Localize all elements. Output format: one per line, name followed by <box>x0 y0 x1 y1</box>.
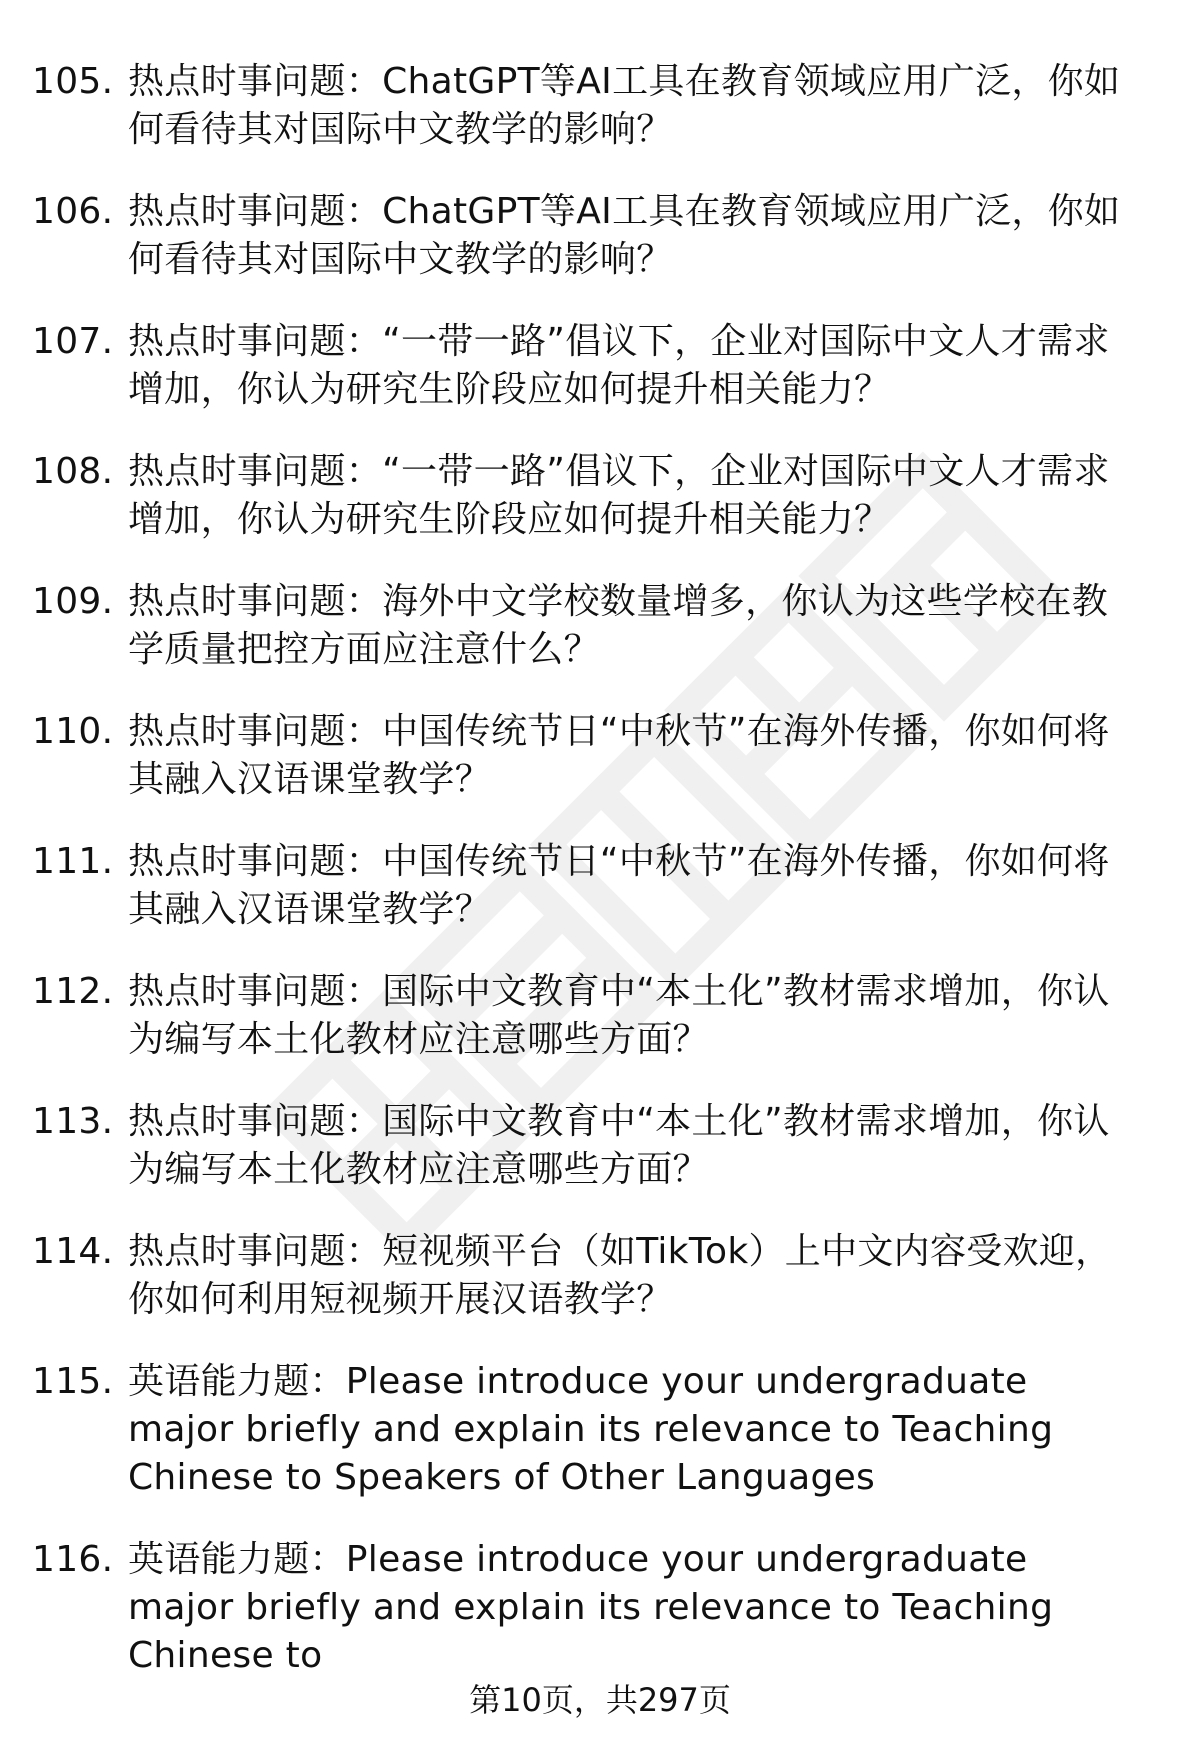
list-item <box>0 1536 1138 1680</box>
question-text: 热点时事问题：国际中文教育中“本土化”教材需求增加，你认为编写本土化教材应注意哪些方面？ <box>128 1101 1110 1190</box>
question-number: 107. <box>32 321 114 362</box>
list-item <box>0 318 1138 414</box>
list-item <box>0 188 1138 284</box>
question-number: 111. <box>32 841 114 882</box>
list-item <box>0 968 1138 1064</box>
question-number: 105. <box>32 61 114 102</box>
list-item <box>0 1358 1138 1502</box>
question-text: 热点时事问题：“一带一路”倡议下，企业对国际中文人才需求增加，你认为研究生阶段应如何提升相关能力？ <box>128 321 1110 410</box>
list-item <box>0 1098 1138 1194</box>
question-number: 113. <box>32 1101 114 1142</box>
question-number: 114. <box>32 1231 114 1272</box>
question-number: 115. <box>32 1361 114 1402</box>
question-number: 109. <box>32 581 114 622</box>
question-text: 热点时事问题：短视频平台（如TikTok）上中文内容受欢迎，你如何利用短视频开展汉语教学？ <box>128 1231 1112 1320</box>
question-text: 热点时事问题：ChatGPT等AI工具在教育领域应用广泛，你如何看待其对国际中文教学的影响？ <box>128 61 1121 150</box>
question-text: 热点时事问题：ChatGPT等AI工具在教育领域应用广泛，你如何看待其对国际中文教学的影响？ <box>128 191 1121 280</box>
page-footer: 第10页，共297页 <box>469 1681 731 1719</box>
question-number: 116. <box>32 1539 114 1580</box>
question-number: 106. <box>32 191 114 232</box>
list-item <box>0 448 1138 544</box>
question-text: 英语能力题：Please introduce your undergraduate major briefly and explain its relevance to Teaching Chinese to Speakers of Other Languages <box>128 1361 1054 1498</box>
question-list <box>0 58 1200 1714</box>
question-text: 英语能力题：Please introduce your undergraduate major briefly and explain its relevance to Teaching Chinese to <box>128 1539 1054 1676</box>
question-text: 热点时事问题：“一带一路”倡议下，企业对国际中文人才需求增加，你认为研究生阶段应如何提升相关能力？ <box>128 451 1110 540</box>
question-number: 112. <box>32 971 114 1012</box>
list-item <box>0 1228 1138 1324</box>
list-item <box>0 58 1138 154</box>
question-number: 108. <box>32 451 114 492</box>
question-text: 热点时事问题：国际中文教育中“本土化”教材需求增加，你认为编写本土化教材应注意哪些方面？ <box>128 971 1110 1060</box>
question-text: 热点时事问题：海外中文学校数量增多，你认为这些学校在教学质量把控方面应注意什么？ <box>128 581 1109 670</box>
question-text: 热点时事问题：中国传统节日“中秋节”在海外传播，你如何将其融入汉语课堂教学？ <box>128 711 1110 800</box>
list-item <box>0 708 1138 804</box>
question-number: 110. <box>32 711 114 752</box>
question-text: 热点时事问题：中国传统节日“中秋节”在海外传播，你如何将其融入汉语课堂教学？ <box>128 841 1110 930</box>
list-item <box>0 838 1138 934</box>
list-item <box>0 578 1138 674</box>
